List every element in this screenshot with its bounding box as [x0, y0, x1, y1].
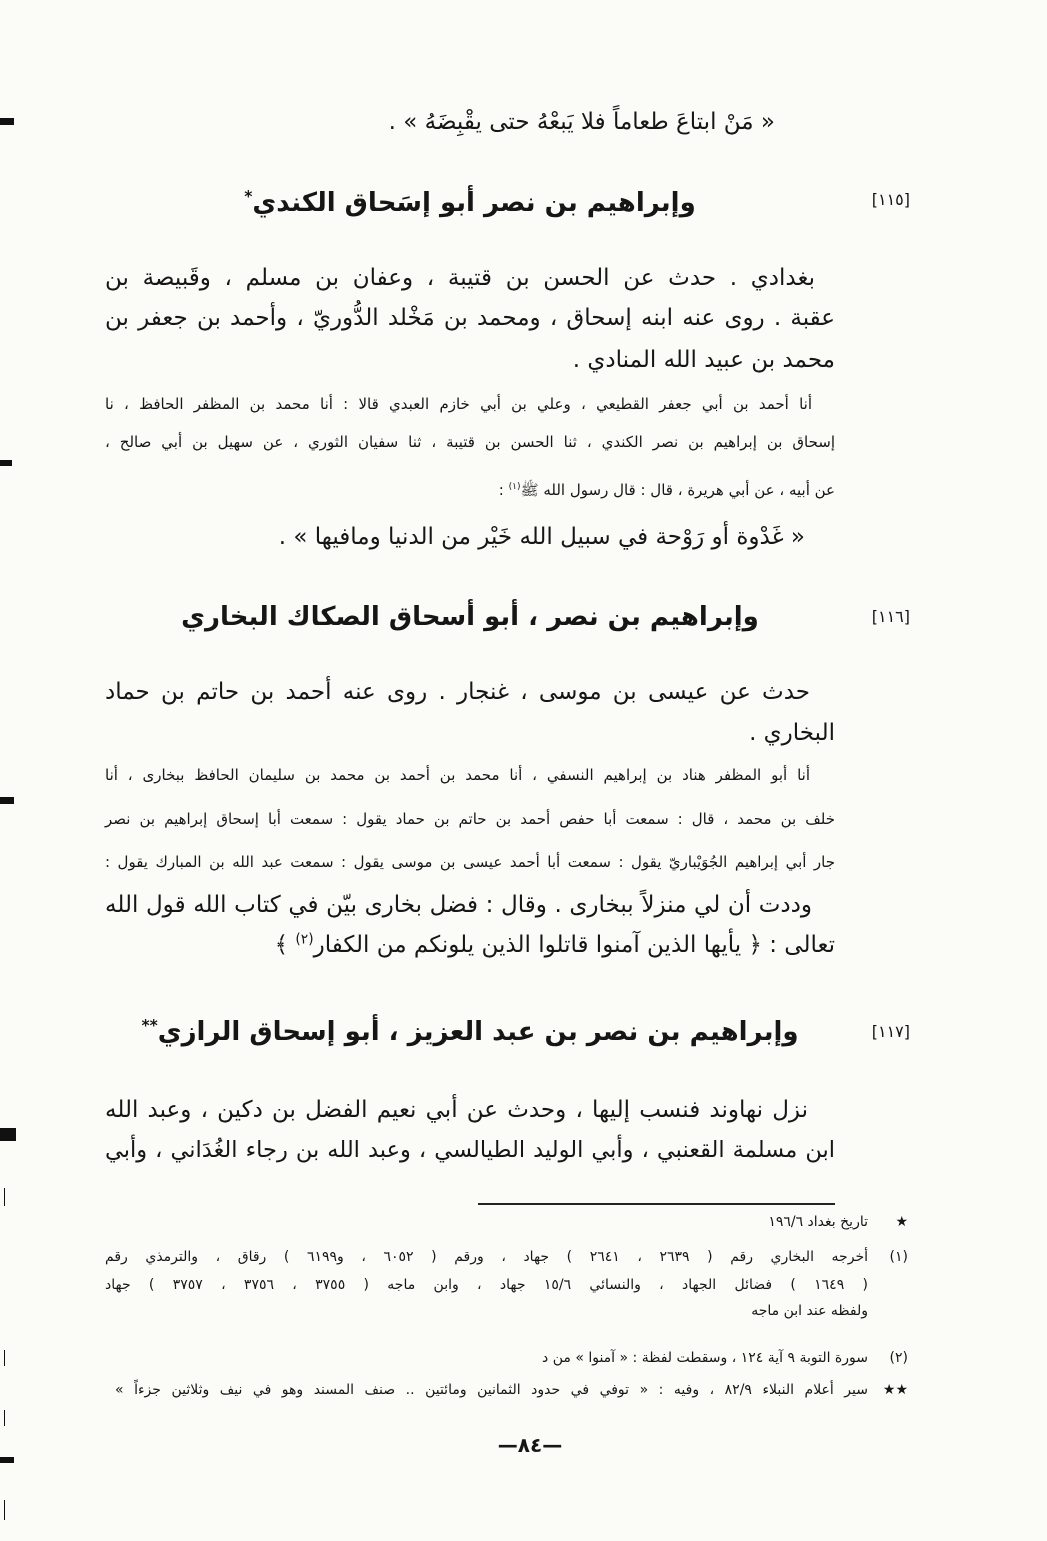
isnad-line: أنا أحمد بن أبي جعفر القطيعي ، وعلي بن أبي خازم العبدي قالا : أنا محمد بن المظفر الحافظ ، نا	[105, 395, 812, 413]
bio-line: البخاري .	[749, 720, 835, 746]
isnad-line: جار أبي إبراهيم الجُوَيْباريّ يقول : سمعت أبا أحمد عيسى بن موسى يقول : سمعت عبد الله بن المبارك يقول :	[105, 853, 835, 871]
quran-verse: تعالى : ﴿ يأيها الذين آمنوا قاتلوا الذين يلونكم من الكفار	[313, 932, 835, 958]
footnote-line: أخرجه البخاري رقم ( ٢٦٣٩ ، ٢٦٤١ ) جهاد ، ورقم ( ٦٠٥٢ ، و٦١٩٩ ) رقاق ، والترمذي رقم	[105, 1249, 868, 1265]
isnad-line	[499, 476, 835, 504]
entry-heading-text: وإبراهيم بن نصر بن عبد العزيز ، أبو إسحاق الرازي	[157, 1017, 799, 1047]
footnote-marker: ★	[895, 1214, 908, 1230]
scan-mark	[4, 1350, 5, 1366]
footnote-divider	[478, 1203, 835, 1205]
scan-mark	[0, 118, 14, 125]
footnote-marker: ★★	[882, 1382, 908, 1398]
footnote-marker: (٢)	[889, 1350, 908, 1366]
quran-bracket: ﴾	[274, 932, 296, 958]
continuation-quote: « مَنْ ابتاعَ طعاماً فلا يَبعْهُ حتى يقْبِضَهُ » .	[388, 109, 775, 135]
footnote-line: تاريخ بغداد ١٩٦/٦	[768, 1214, 868, 1230]
bio-line: عقبة . روى عنه ابنه إسحاق ، ومحمد بن مَخْلد الدُّوريّ ، وأحمد بن جعفر بن	[105, 305, 835, 331]
footnote-line: سورة التوبة ٩ آية ١٢٤ ، وسقطت لفظة : « آمنوا » من د	[542, 1350, 868, 1366]
bio-line: حدث عن عيسى بن موسى ، غنجار . روى عنه أحمد بن حاتم بن حماد	[105, 679, 810, 705]
page-number: —٨٤—	[497, 1433, 563, 1457]
footnote-line: ولفظه عند ابن ماجه	[751, 1303, 868, 1319]
scan-mark	[0, 797, 14, 804]
entry-number: [١١٥]	[871, 190, 910, 209]
entry-number: [١١٦]	[871, 607, 910, 626]
isnad-text: عن أبيه ، عن أبي هريرة ، قال : قال رسول الله ﷺ	[520, 481, 835, 499]
quote-line	[275, 925, 835, 965]
footnote-line: ( ١٦٤٩ ) فضائل الجهاد ، والنسائي ١٥/٦ جهاد ، وابن ماجه ( ٣٧٥٥ ، ٣٧٥٦ ، ٣٧٥٧ ) جهاد	[105, 1277, 868, 1293]
scan-mark	[0, 1457, 14, 1463]
bio-line: محمد بن عبيد الله المنادي .	[572, 347, 835, 373]
hadith-text: « غَدْوة أو رَوْحة في سبيل الله خَيْر من الدنيا ومافيها » .	[278, 524, 805, 550]
scan-mark	[0, 460, 12, 466]
footnote-line: سير أعلام النبلاء ٨٢/٩ ، وفيه : « توفي في حدود الثمانين ومائتين .. صنف المسند وهو في نيف وثلاثين جزءاً »	[115, 1382, 868, 1398]
footnote-marker: (١)	[889, 1249, 908, 1265]
footnote-mark: *	[244, 187, 253, 206]
scan-mark	[0, 1128, 16, 1141]
bio-line: نزل نهاوند فنسب إليها ، وحدث عن أبي نعيم الفضل بن دكين ، وعبد الله	[105, 1097, 808, 1123]
bio-line: ابن مسلمة القعنبي ، وأبي الوليد الطيالسي ، وعبد الله بن رجاء الغُدَاني ، وأبي	[105, 1137, 835, 1163]
entry-heading-text: وإبراهيم بن نصر ، أبو أسحاق الصكاك البخاري	[181, 602, 759, 632]
isnad-line: إسحاق بن إبراهيم بن نصر الكندي ، ثنا الحسن بن قتيبة ، ثنا سفيان الثوري ، عن سهيل بن أبي صالح ،	[105, 433, 835, 451]
scan-mark	[4, 1188, 5, 1206]
scan-mark	[4, 1410, 5, 1426]
footnote-mark: **	[141, 1016, 158, 1035]
entry-heading-text: وإبراهيم بن نصر أبو إسَحاق الكندي	[252, 188, 696, 218]
isnad-line: خلف بن محمد ، قال : سمعت أبا حفص أحمد بن حاتم بن حماد يقول : سمعت أبا إسحاق إبراهيم بن نصر	[105, 810, 835, 828]
entry-heading	[105, 595, 835, 639]
footnote-ref: (١)	[508, 482, 521, 492]
quote-line: وددت أن لي منزلاً ببخارى . وقال : فضل بخارى بيّن في كتاب الله قول الله	[105, 892, 812, 918]
scan-mark	[4, 1500, 5, 1520]
isnad-line: أنا أبو المظفر هناد بن إبراهيم النسفي ، أنا محمد بن أحمد بن محمد بن سليمان الحافظ ببخارى ، أنا	[105, 766, 810, 784]
isnad-tail: :	[498, 481, 509, 499]
entry-number: [١١٧]	[871, 1022, 910, 1041]
entry-heading	[105, 181, 835, 225]
footnote-ref: (٢)	[295, 931, 314, 948]
entry-heading	[105, 1010, 835, 1054]
bio-line: بغدادي . حدث عن الحسن بن قتيبة ، وعفان بن مسلم ، وقَبيصة بن	[105, 265, 815, 291]
